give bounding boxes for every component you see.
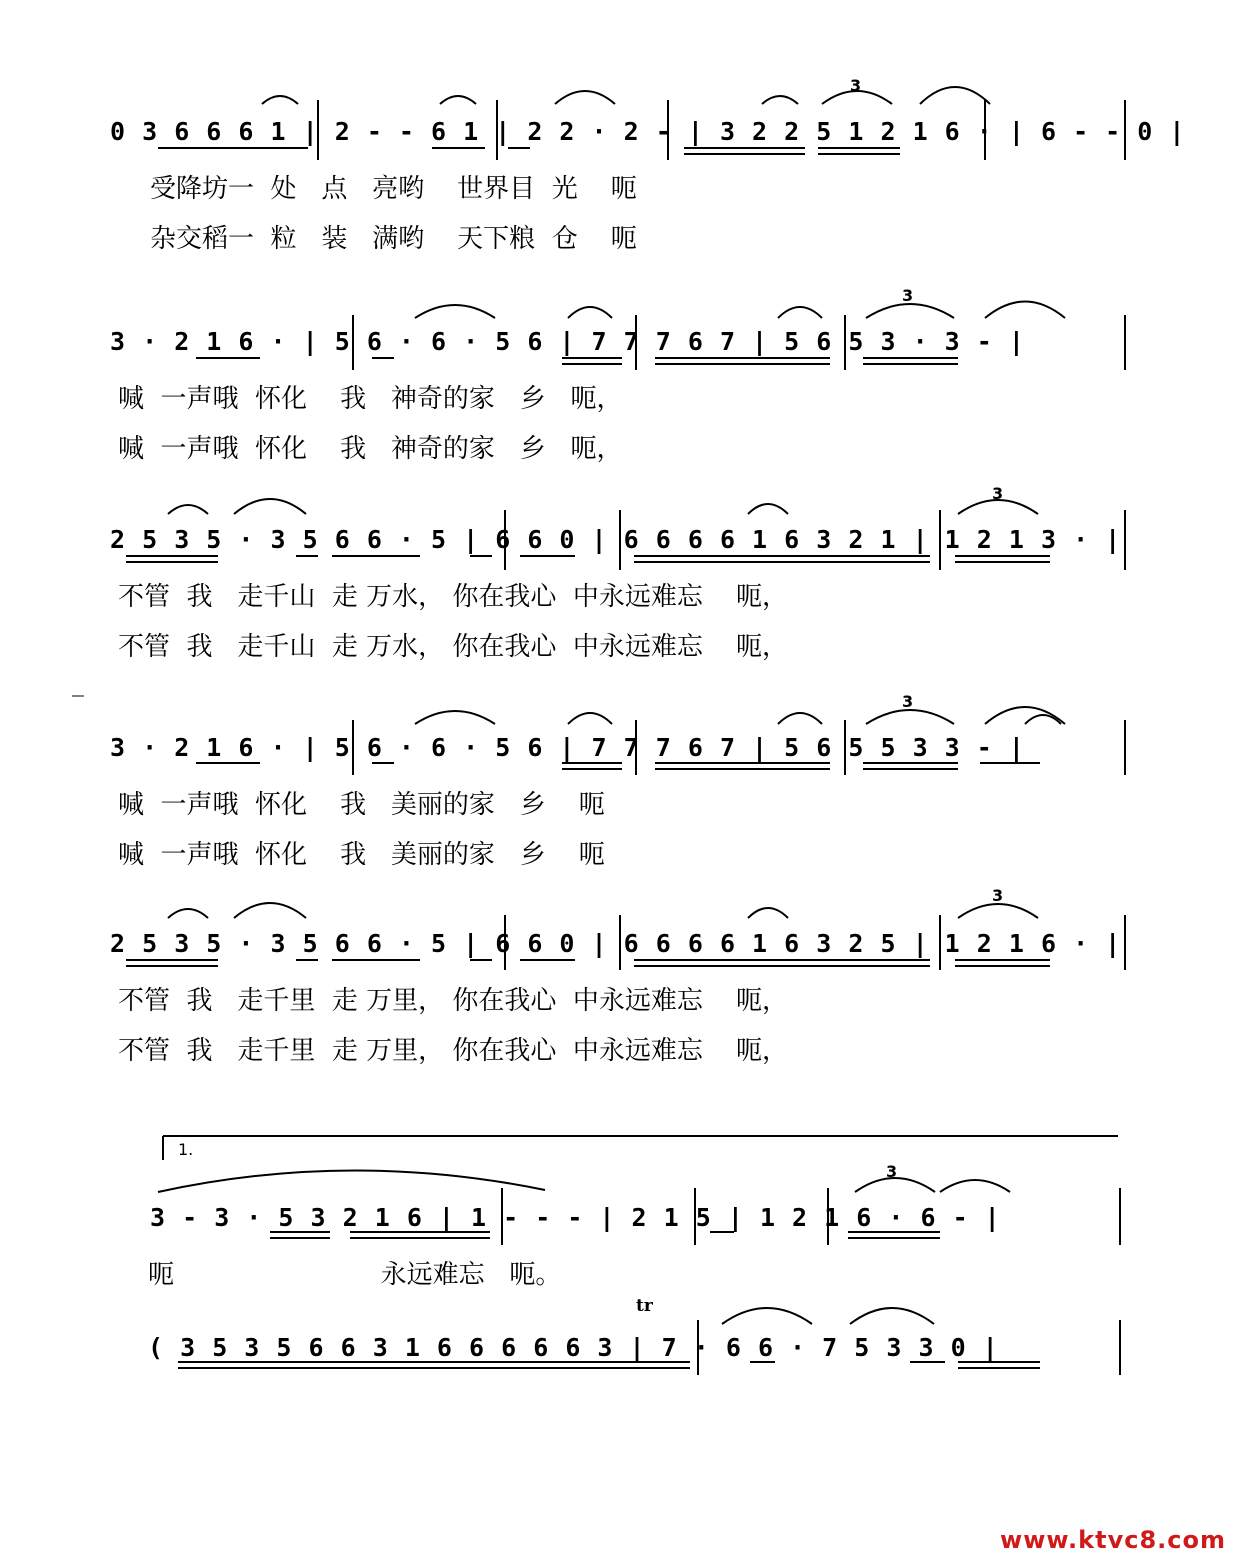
watermark: www.ktvc8.com — [1000, 1526, 1226, 1554]
triplet-mark: 3 — [850, 76, 862, 95]
triplet-mark: 3 — [902, 286, 914, 305]
notation-row: 3 · 2 1 6 · | 5 6 · 6 · 5 6 | 7 7 7 6 7 | 5 6 5 5 3 3 - | — [110, 733, 1025, 762]
triplet-mark: 3 — [992, 484, 1004, 503]
lyric-line: 喊 一声哦 怀化 我 神奇的家 乡 呃， — [118, 384, 623, 414]
triplet-mark: 3 — [886, 1162, 898, 1181]
triplet-mark: 3 — [992, 886, 1004, 905]
notation-row: 3 - 3 · 5 3 2 1 6 | 1 - - - | 2 1 5 | 1 2 1 6 · 6 - | — [150, 1203, 1001, 1232]
notation-row: ( 3 5 3 5 6 6 3 1 6 6 6 6 6 3 | 7 · 6 6 · 7 5 3 3 0 | — [148, 1333, 999, 1362]
volta-label: 1. — [178, 1140, 194, 1159]
notation-row: 2 5 3 5 · 3 5 6 6 · 5 | 6 6 0 | 6 6 6 6 1 6 3 2 5 | 1 2 1 6 · | — [110, 929, 1122, 958]
triplet-mark: 3 — [902, 692, 914, 711]
lyric-line: 呃 永远难忘 呃。 — [148, 1260, 562, 1290]
lyric-line: 喊 一声哦 怀化 我 美丽的家 乡 呃 — [118, 840, 605, 870]
trill-mark: tr — [636, 1296, 653, 1316]
lyric-line: 不管 我 走千里 走 万里， 你在我心 中永远难忘 呃， — [118, 986, 788, 1016]
lyric-line: 喊 一声哦 怀化 我 神奇的家 乡 呃， — [118, 434, 623, 464]
lyric-line: 不管 我 走千里 走 万里， 你在我心 中永远难忘 呃， — [118, 1036, 788, 1066]
notation-row: 0 3 6 6 6 1 | 2 - - 6 1 | 2 2 · 2 - | 3 2 2 5 1 2 1 6 · | 6 - - 0 | — [110, 117, 1186, 146]
lyric-line: 杂交稻一 粒 装 满哟 天下粮 仓 呃 — [150, 224, 637, 254]
notation-row: 3 · 2 1 6 · | 5 6 · 6 · 5 6 | 7 7 7 6 7 | 5 6 5 3 · 3 - | — [110, 327, 1025, 356]
lyric-line: 不管 我 走千山 走 万水， 你在我心 中永远难忘 呃， — [118, 582, 788, 612]
lyric-line: 受降坊一 处 点 亮哟 世界目 光 呃 — [150, 174, 637, 204]
notation-row: 2 5 3 5 · 3 5 6 6 · 5 | 6 6 0 | 6 6 6 6 1 6 3 2 1 | 1 2 1 3 · | — [110, 525, 1122, 554]
lyric-line: 喊 一声哦 怀化 我 美丽的家 乡 呃 — [118, 790, 605, 820]
lyric-line: 不管 我 走千山 走 万水， 你在我心 中永远难忘 呃， — [118, 632, 788, 662]
